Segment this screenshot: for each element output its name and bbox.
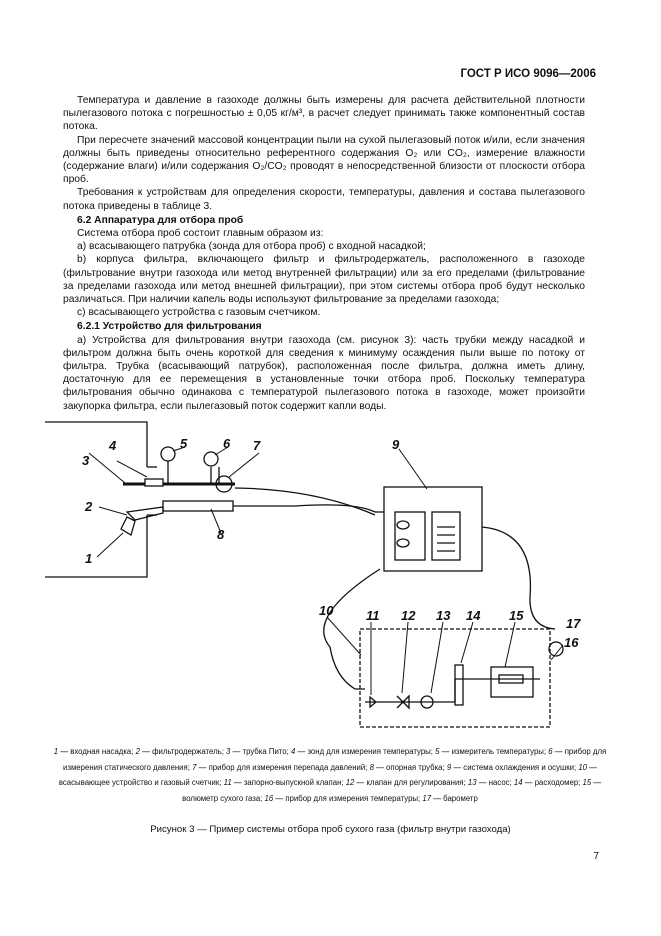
list-item: b) корпуса фильтра, включающего фильтр и фильтродержатель, расположенного в газоходе (фильтрование внутри газохода или метод внутренней фильтрации) или за его пределами (фильтрование за пределами газохода или метод внешней фильтрации), при этом системы отбора проб будут несколько различаться. При наличии капель воды используют фильтрование за пределами газохода; bbox=[63, 254, 585, 306]
subsection-heading: 6.2.1 Устройство для фильтрования bbox=[77, 321, 262, 333]
document-id: ГОСТ Р ИСО 9096—2006 bbox=[460, 68, 596, 80]
legend-text: прибор для измерения перепада давлений; bbox=[208, 762, 370, 772]
gas-meter-icon bbox=[491, 667, 533, 697]
legend-text: запорно-выпускной клапан; bbox=[243, 778, 346, 787]
cooling-drying-box bbox=[384, 487, 482, 571]
legend-number: 8 — bbox=[369, 762, 387, 772]
paragraph: Система отбора проб состоит главным образом из: bbox=[77, 228, 324, 240]
figure-label: 7 bbox=[253, 438, 261, 453]
figure-label: 13 bbox=[436, 608, 451, 623]
paragraph: При пересчете значений массовой концентрации пыли на сухой пылегазовый поток и/или, если значения должны быть приведены относительно референтного содержания O₂ или CO₂, измерение влажности (содержание влаги) и/или содержания O₂/CO₂ проводят в непосредственной близости от плоскости отбора проб. bbox=[63, 134, 585, 186]
support-tube bbox=[163, 501, 233, 511]
paragraph: Температура и давление в газоходе должны быть измерены для расчета действительной плотности пылегазового потока с погрешностью ± 0,05 кг/м³, в расчет следует принимать также компонентный состав потока. bbox=[63, 95, 585, 133]
figure-label: 16 bbox=[564, 635, 579, 650]
legend-text: расходомер; bbox=[534, 778, 583, 787]
list-item: c) всасывающего устройства с газовым счетчиком. bbox=[77, 307, 321, 319]
legend-text: барометр bbox=[443, 793, 478, 803]
inlet-nozzle-icon bbox=[121, 517, 135, 535]
figure-label: 1 bbox=[85, 551, 93, 566]
figure-label: 15 bbox=[509, 608, 524, 623]
legend-number: 14 — bbox=[513, 778, 535, 787]
legend-text: насос; bbox=[488, 778, 514, 787]
page-number: 7 bbox=[593, 851, 599, 862]
legend-number: 2 — bbox=[135, 747, 153, 756]
paragraph: Требования к устройствам для определения скорости, температуры, давления и состава пылегазового потока приведены в таблице 3. bbox=[63, 187, 585, 212]
legend-number: 12 — bbox=[345, 778, 367, 787]
legend-text: измеритель температуры; bbox=[451, 747, 549, 756]
legend-number: 9 — bbox=[446, 762, 464, 772]
legend-number: 1 — bbox=[53, 747, 71, 756]
figure-label: 5 bbox=[180, 436, 188, 451]
figure-label: 9 bbox=[392, 437, 400, 452]
figure-label: 8 bbox=[217, 527, 225, 542]
legend-number: 17 — bbox=[422, 793, 444, 803]
temperature-meter-icon bbox=[161, 447, 175, 461]
legend-text: клапан для регулирования; bbox=[366, 778, 468, 787]
legend-text: фильтродержатель; bbox=[152, 747, 227, 756]
duct-wall bbox=[45, 422, 147, 577]
filter-holder-icon bbox=[127, 507, 163, 520]
legend-text: система охлаждения и осушки; bbox=[463, 762, 579, 772]
figure-label: 11 bbox=[366, 608, 380, 623]
legend-number: 6 — bbox=[548, 747, 565, 756]
legend-text: входная насадка; bbox=[70, 747, 136, 756]
legend-number: 7 — bbox=[192, 762, 209, 772]
legend-text: всасывающее устройство и газовый счетчик; bbox=[58, 778, 224, 787]
legend-number: 3 — bbox=[226, 747, 243, 756]
figure-label: 2 bbox=[85, 499, 93, 514]
legend-number: 5 — bbox=[435, 747, 452, 756]
section-heading: 6.2 Аппаратура для отбора проб bbox=[77, 214, 244, 226]
body-text bbox=[63, 94, 585, 413]
figure-legend bbox=[50, 744, 610, 806]
figure-label: 12 bbox=[401, 608, 416, 623]
legend-text: трубка Пито; bbox=[242, 747, 291, 756]
legend-number: 10 — bbox=[578, 762, 597, 772]
legend-text: зонд для измерения температуры; bbox=[307, 747, 436, 756]
figure-label: 3 bbox=[82, 453, 90, 468]
legend-number: 15 — bbox=[582, 778, 602, 787]
paragraph: а) Устройства для фильтрования внутри газохода (см. рисунок 3): часть трубки между насадкой и фильтром должна быть очень короткой для сведения к минимуму осаждения пыли выше по потоку от фильтра. Трубка (всасывающий патрубок), расположенная после фильтра, должна иметь длину, достаточную для ее перемещения в установленные точки отбора проб. Поскольку температура фильтрования обычно одинакова с температурой пылегазового потока в газоходе, может произойти закупорка фильтра, если пылегазовый поток содержит капли воды. bbox=[63, 334, 585, 412]
legend-text: опорная трубка; bbox=[386, 762, 447, 772]
figure-caption: Рисунок 3 — Пример системы отбора проб сухого газа (фильтр внутри газохода) bbox=[150, 824, 511, 835]
legend-text: прибор для измерения температуры; bbox=[285, 793, 423, 803]
legend-text: волюметр сухого газа; bbox=[182, 793, 265, 803]
figure-label: 6 bbox=[223, 436, 231, 451]
figure-label: 14 bbox=[466, 608, 481, 623]
figure-3-diagram bbox=[35, 417, 615, 733]
flowmeter-icon bbox=[455, 665, 463, 705]
legend-number: 13 — bbox=[467, 778, 489, 787]
list-item: a) всасывающего патрубка (зонда для отбора проб) с входной насадкой; bbox=[77, 241, 426, 253]
figure-label: 10 bbox=[319, 603, 334, 618]
legend-text: прибор для измерения статического давления; bbox=[63, 747, 607, 772]
figure-label: 17 bbox=[566, 616, 581, 631]
legend-number: 11 — bbox=[223, 778, 244, 787]
figure-label: 4 bbox=[109, 438, 117, 453]
legend-number: 16 — bbox=[264, 793, 286, 803]
legend-number: 4 — bbox=[290, 747, 308, 756]
